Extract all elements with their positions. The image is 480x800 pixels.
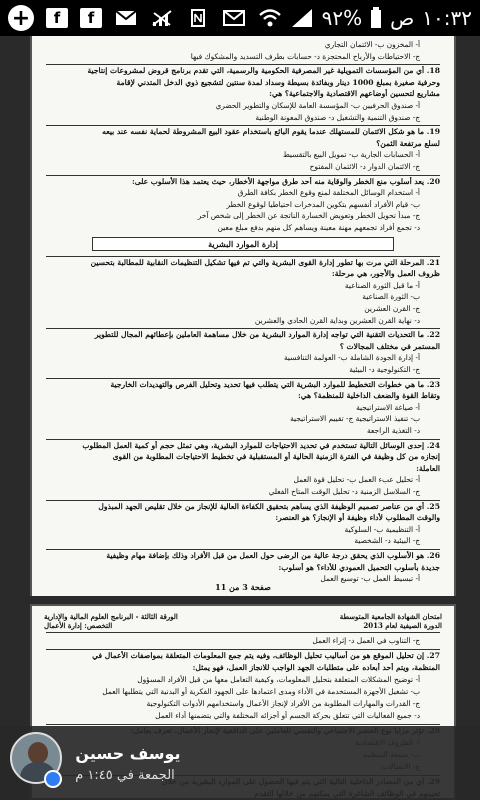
answer-option: أ- صياغة الاستراتيجية [356,402,420,412]
question-text: وتقاط القوة والضعف الداخلية للمنظمة؟ هي: [297,391,440,401]
question-divider [46,256,440,257]
answer-option: ج- التكنولوجية د- البيئية [349,365,420,374]
n-icon [186,7,210,29]
question-divider [46,649,440,650]
answer-option: ب- الثورة الصناعية [362,292,420,302]
document-page-1 [30,36,456,596]
header-divider [46,632,440,633]
signal-icon [290,8,314,28]
answer-option: ب- تنفيذ الاستراتيجية ج- تقييم الاستراتيجية [290,414,420,424]
answer-option: ج- التناوب في العمل د- إثراء العمل [312,636,420,645]
question-divider [46,175,440,176]
status-time: ١٠:٣٢ [422,6,472,30]
answer-option: أ- تبسيط العمل ب- توسيع العمل [320,574,420,584]
question-text: جديدة بأسلوب التحميل العمودي للأداء؟ هو أسلوب: [278,562,440,572]
page-header-right: امتحان الشهادة الجامعية المتوسطة [339,612,442,621]
question-divider [46,125,440,126]
mail-icon [222,7,246,29]
question-text: 19. ما هو شكل الائتمان للمستهلك عندما يقوم البائع باستخدام عقود البيع المشروطة لحماية نفسه عند بيعه [102,127,440,137]
question-text: 27. إن تحليل الموقع هو من أساليب تحليل الوظائف، وفيه يتم جمع المعلومات المتعلقة بمواصفات الأعمال في [92,651,440,660]
messenger-icon [44,770,62,788]
question-divider [46,328,440,329]
page-header-left: الورقة الثالثة - البرنامج العلوم المالية والإدارية [44,612,178,621]
question-text: 24. إحدى الوسائل التالية تستخدم في تحديد الاحتياجات للموارد البشرية، وهي تمثل حجم أو كمية العمل المطلوب [82,440,440,450]
question-text: لسلع مرتفعة الثمن؟ [376,138,440,148]
battery-percent: ٩٢% [321,6,363,30]
question-text: المنظمة، ويتم أحد أبعاده على متطلبات الجهد الواجب للانجاز العمل، فهو يمثل: [192,663,440,672]
answer-option: أ- إدارة الجودة الشاملة ب- العولمة التنافسية [283,353,420,363]
no-signal-icon [150,7,174,29]
answer-option: أ- استخدام الوسائل المختلفة لمنع وقوع الخطر بكافة الطرق [237,188,420,198]
page-header-left-2: التخصص: إدارة الأعمال [44,621,113,630]
page-footer: صفحة 3 من 11 [215,582,271,592]
mail-icon [114,7,138,29]
page-header-right-2: الدورة الصيفية لعام 2013 [363,621,442,630]
answer-option: أ- تحليل عبء العمل ب- تحليل قوة العمل [293,475,420,485]
question-text: إنجازه من كل وظيفة في الفترة الزمنية الحالية أو المستقبلية في تخطيط الاحتياجات المطلوبة من القوى [112,452,440,462]
ampm-label: ص [390,6,415,30]
question-text: وحرفية صغيرة بمبلغ 1000 دينار وبفائدة بسيطة وسداد لمدة سنتين لتشجيع ذوي الدخل المتدني لإقامة [116,77,440,87]
plus-icon[interactable]: + [8,5,34,31]
question-text: مشاريع لتحسين أوضاعهم الاقتصادية والاجتماعية؟ هي: [269,89,440,99]
chat-notification-bar[interactable] [0,726,480,800]
question-text: 18. أي من المؤسسات التمويلية غير المصرفية الحكومية والرسمية، التي تقدم برنامج قروض لمشروعات إنتاجية [87,66,440,76]
section-title: إدارة الموارد البشرية [92,237,394,251]
answer-option: أ- الحسابات الجارية ب- تمويل البيع بالتقسيط [282,150,420,160]
question-divider [46,724,440,725]
battery-icon [370,7,382,29]
answer-option: ج- القرن العشرين [364,304,420,313]
question-text: ظروف العمل والأجور، هي مرحلة: [331,269,440,279]
question-text: 22. ما التحديات التقنية التي تواجه إدارة الموارد البشرية من خلال مساهمة العاملين بإعطائهم المجال للتطوير [94,330,440,340]
answer-option: د- تجمع أفراد تجمعهم مهنة معينة ويساهم كل منهم بدفع مبلغ معين [217,223,420,232]
answer-option: ج- السلاسل الزمنية د- تحليل الوقت المتاح الفعلي [268,487,420,496]
facebook-icon: f [80,8,102,28]
answer-option: أ- ما قبل الثورة الصناعية [344,280,420,290]
answer-option: ج- الاحتياطات والأرباح المحتجزة د- حسابات بطرف التسديد والمشكوك فيها [190,51,420,61]
status-bar [0,0,480,36]
question-text: 25. أي من عناصر تصميم الوظيفة الذي يساهم بتحقيق الكفاءة العالية للإنجاز من خلال تقليص الجهد المبذول [98,501,440,511]
chat-timestamp: الجمعة في ١:٤٥ م [75,768,175,783]
question-divider [46,439,440,440]
answer-option: ب- تشغيل الأجهزة المستخدمة في الأداء ومدى اعتمادها على الجهود الفكرية أو البدنية التي يتطلبها العمل [102,687,420,696]
answer-option: ج- مبدأ تحويل الخطر وتعويض الخسارة الناتجة عن الخطر إلى شخص آخر [197,211,420,221]
question-text: 20. يعد أسلوب منع الخطر والوقاية منه أحد طرق مواجهة الأخطار، حيث يعتمد هذا الأسلوب على: [131,176,440,186]
question-divider [46,378,440,379]
answer-option: ج- القدرات والمهارات المطلوبة من الأفراد لإنجاز الأعمال واستخدامهم الأدوات التكنولوجية [146,699,420,708]
chat-contact-name: يوسف حسين [75,744,181,763]
answer-option: أ- التنظيمية ب- السلوكية [344,524,420,534]
answer-option: د- جميع الفعاليات التي تتعلق بحركة الجسم أو أجزائه المختلفة والتي يتضمنها أداء العمل [155,711,420,720]
answer-option: ج- صندوق التنمية والتشغيل د- صندوق المعونة الوطنية [255,112,420,122]
answer-option: د- التغذية الراجعة [366,426,420,435]
answer-option: ج- الائتمان الدوار د- الائتمان المفتوح [309,162,420,171]
answer-option: أ- توضيح المشكلات المتعلقة بتحليل المعلومات، وكيفية التعامل معها من قبل الأفراد المسؤول [137,675,420,684]
question-text: 26. هو الأسلوب الذي يحقق درجة عالية من الرضى حول العمل من قبل الأفراد وذلك بإضافة مهام وظيفية [106,551,440,560]
question-text: والوقت المطلوب لأداء وظيفة أو الإنجاز؟ هو العنصر: [275,513,440,523]
question-text: 23. ما هي خطوات التخطيط للموارد البشرية التي يتطلب فيها تحديد وتحليل الفرص والتهديدات الخارجية [110,379,440,389]
question-text: 21. المرحلة التي مرت بها تطور إدارة القوى البشرية والتي تم فيها تشكيل التنظيمات النقابية للمطالبة بتحسين [90,257,440,267]
answer-option: ج- البيئية د- الشخصية [354,536,420,546]
question-divider [46,500,440,501]
answer-option: أ- صندوق الحرفيين ب- المؤسسة العامة للإسكان والتطوير الحضري [215,101,420,110]
question-divider [46,64,440,65]
question-text: العاملة: [416,463,440,473]
answer-option: د- نهاية القرن العشرين وبداية القرن الحادي والعشرين [254,315,420,325]
facebook-icon: f [46,8,68,28]
answer-option: أ- المخزون ب- الائتمان التجاري [324,40,420,49]
question-divider [46,549,440,550]
wifi-icon [258,8,282,28]
answer-option: ب- قيام الأفراد أنفسهم بتكوين المدخرات احتياطيا لوقوع الخطر [226,199,420,209]
question-text: المستمر في مختلف المجالات ؟ [339,341,440,351]
document-viewer[interactable] [0,36,480,800]
